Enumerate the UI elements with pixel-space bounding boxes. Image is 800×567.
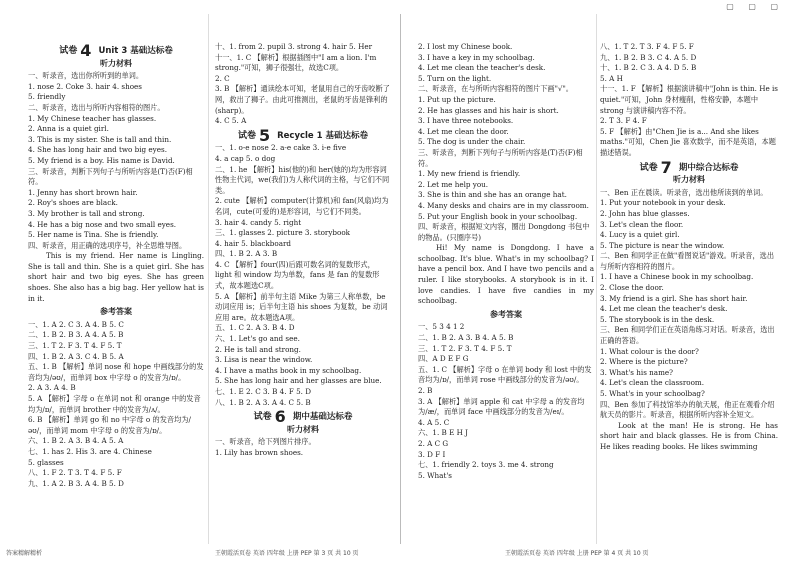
text-line: 5. She has long hair and her glasses are blue. xyxy=(215,376,382,386)
listening-text xyxy=(28,71,204,251)
text-line: 九、1. B 2. B 3. C 4. A 5. D xyxy=(600,52,697,62)
section-title: Unit 3 基础达标卷 xyxy=(98,46,173,56)
subsection-title: 听力材料 xyxy=(287,424,319,434)
text-line: 4. I have a maths book in my schoolbag. xyxy=(215,365,362,375)
text-line: 2. B xyxy=(418,386,433,395)
text-line: 四、A D E F G xyxy=(418,354,469,364)
answer-list xyxy=(28,320,204,490)
text-line: 4. Let's clean the classroom. xyxy=(600,378,705,388)
text-line: 三、Ben 和同学们正在英语角练习对话。听录音，选出正确的答语。 xyxy=(600,325,775,346)
text-line: 二、1. he 【解析】his(他的)和 her(她的)均为形容词性物主代词，we(我们)为人称代词的主格，与它们不同类。 xyxy=(215,164,390,195)
text-line: 2. A C G xyxy=(418,438,449,448)
column-1 xyxy=(28,42,204,489)
text-line: 六、1. Let's go and see. xyxy=(215,334,300,344)
text-line: 3. B 【解析】通读绘本可知，老鼠用自己的牙齿咬断了网，救出了狮子。由此可推测出，老鼠的牙齿是锋利的(sharp)。 xyxy=(215,84,390,115)
text-line: 三、听录音，判断下列句子与所听内容是(T)否(F)相符。 xyxy=(28,166,193,187)
text-line: 4. She has long hair and two big eyes. xyxy=(28,145,167,155)
text-line: 十一、1. C 【解析】根据插图中"I am a lion. I'm strong."可知，狮子很强壮，故选C项。 xyxy=(215,52,377,73)
passage: Look at the man! He is strong. He has short hair and black glasses. He is from China. He likes reading books. He likes swimming xyxy=(600,420,778,451)
section-number: 5 xyxy=(258,125,271,145)
section-label: 试卷 xyxy=(59,46,78,56)
text-line: 2. John has blue glasses. xyxy=(600,208,690,218)
text-line: 3. My brother is tall and strong. xyxy=(28,208,145,218)
text-line: 2. cute 【解析】computer(计算机)和 fan(风扇)均为名词，cute(可爱的)是形容词，与它们不同类。 xyxy=(215,196,389,216)
text-line: 1. Lily has brown shoes. xyxy=(215,447,304,457)
text-line: 4. Let me clean the door. xyxy=(418,126,509,136)
text-line: 1. Put up the picture. xyxy=(418,94,496,104)
text-line: 3. I have a key in my schoolbag. xyxy=(418,52,535,62)
column-2 xyxy=(215,42,391,459)
listening-text xyxy=(215,437,391,458)
answer-list xyxy=(418,322,594,481)
text-line: 一、1. o-e nose 2. a-e cake 3. i-e five xyxy=(215,143,347,153)
text-line: 三、听录音，判断下列句子与所听内容是(T)否(F)相符。 xyxy=(418,147,583,168)
text-line: 4. Many desks and chairs are in my classroom. xyxy=(418,200,589,210)
text-line: 2. Roy's shoes are black. xyxy=(28,198,118,208)
text-line: 四、听录音，根据短文内容，圈出 Dongdong 书包中的物品。(只圈序号) xyxy=(418,222,590,242)
section-number: 7 xyxy=(660,157,672,177)
page-fold xyxy=(400,14,401,544)
text-line: 四、1. B 2. A 3. C 4. B 5. A xyxy=(28,351,124,361)
column-3 xyxy=(418,42,594,481)
text-line: 七、1. E 2. C 3. B 4. F 5. D xyxy=(215,387,312,396)
text-line: 3. Lisa is near the window. xyxy=(215,355,313,365)
text-line: 七、1. has 2. His 3. are 4. Chinese xyxy=(28,446,152,456)
text-line: 三、1. T 2. F 3. T 4. F 5. T xyxy=(28,341,122,351)
passage: Hi! My name is Dongdong. I have a schoolbag. It's blue. What's in my schoolbag? I have a pencil box. And I have two pencils and a ruler. I like storybooks. A storybook is in it. I love candies. I have five candies in my schoolbag. xyxy=(418,243,594,306)
text-line: 5. Put your English book in your schoolbag. xyxy=(418,211,578,221)
section-header-7 xyxy=(600,157,778,177)
text-line: 3. She is thin and she has an orange hat. xyxy=(418,190,567,200)
section-number: 4 xyxy=(80,41,92,60)
section-number: 6 xyxy=(274,407,286,427)
text-line: 3. This is my sister. She is tall and thin. xyxy=(28,134,172,144)
text-line: 五、1. C 【解析】字母 o 在单词 body 和 lost 中的发音均为/ɒ/，而单词 rose 中画线部分的发音为/əʊ/。 xyxy=(418,364,592,385)
text-line: 二、听录音，在与所听内容相符的图片下画"√"。 xyxy=(418,84,573,94)
text-line: 三、1. glasses 2. picture 3. storybook xyxy=(215,228,351,238)
column-4 xyxy=(600,42,778,453)
text-line: 一、1. A 2. C 3. A 4. B 5. C xyxy=(28,319,124,329)
text-line: 3. Let's clean the floor. xyxy=(600,219,684,229)
text-line: 一、听录音，选出你所听到的单词。 xyxy=(28,71,144,81)
text-line: 5. A 【解析】字母 o 在单词 not 和 orange 中的发音均为/ɒ/，而单词 brother 中的发音为/ʌ/。 xyxy=(28,394,201,414)
section-label: 试卷 xyxy=(237,130,256,141)
listening-text xyxy=(600,188,778,421)
text-line: 2. He is tall and strong. xyxy=(215,344,301,354)
text-line: 5. What's in your schoolbag? xyxy=(600,389,705,398)
text-line: 5. Her name is Tina. She is friendly. xyxy=(28,230,159,240)
answer-heading: 参考答案 xyxy=(490,309,522,319)
section-header-4 xyxy=(28,41,204,60)
section-title: Recycle 1 基础达标卷 xyxy=(277,130,369,141)
text-line: 4. hair 5. blackboard xyxy=(215,238,292,248)
text-line: 4. Lucy is a quiet girl. xyxy=(600,230,680,240)
text-line: 三、1. T 2. F 3. T 4. F 5. T xyxy=(418,343,512,353)
text-line: 二、Ben 和同学正在做"看图说话"游戏。听录音，选出与所听内容相符的图片。 xyxy=(600,251,775,271)
text-line: 1. Jenny has short brown hair. xyxy=(28,187,138,197)
text-line: 2. A 3. A 4. B xyxy=(28,383,76,393)
section-header-5 xyxy=(215,125,391,145)
text-line: 5. The storybook is in the desk. xyxy=(600,314,715,324)
top-bar xyxy=(0,0,800,14)
text-line: 5. friendly xyxy=(28,92,66,102)
answer-heading: 参考答案 xyxy=(100,307,132,317)
text-line: 八、1. T 2. T 3. F 4. F 5. F xyxy=(600,42,694,51)
text-line: 一、5 3 4 1 2 xyxy=(418,322,465,332)
text-line: 3. D F I xyxy=(418,449,446,459)
text-line: 1. nose 2. Coke 3. hair 4. shoes xyxy=(28,81,142,91)
text-line: 2. C xyxy=(215,73,230,83)
answer-list xyxy=(215,143,391,408)
column-divider xyxy=(596,14,597,544)
text-line: 5. Turn on the light. xyxy=(418,73,492,83)
text-line: 4. Let me clean the teacher's desk. xyxy=(600,304,728,314)
text-line: 4. He has a big nose and two small eyes. xyxy=(28,219,177,229)
text-line: 5. The picture is near the window. xyxy=(600,240,725,250)
text-line: 2. I lost my Chinese book. xyxy=(418,42,513,51)
text-line: 3. hair 4. candy 5. right xyxy=(215,217,302,227)
section-title: 期中基础达标卷 xyxy=(292,412,353,423)
text-line: 5. A 【解析】前半句主语 Mike 为第三人称单数，be 动词应用 is；后半句主语 his shoes 为复数，be 动词应用 are。故本题选A项。 xyxy=(215,291,388,322)
page-marks: ▢ ▢ ▢ xyxy=(726,2,784,11)
text-line: 七、1. friendly 2. toys 3. me 4. strong xyxy=(418,460,554,470)
text-line: 六、1. B 2. A 3. B 4. A 5. A xyxy=(28,436,124,446)
text-line: 四、Ben 参加了科技馆举办的航天展，他正在观看介绍航天员的影片。听录音，根据所听内容补全短文。 xyxy=(600,399,775,420)
section-label: 试卷 xyxy=(253,412,272,423)
text-line: 4. Let me clean the teacher's desk. xyxy=(418,63,546,73)
text-line: 5. My friend is a boy. His name is David. xyxy=(28,155,175,165)
text-line: 4. a cap 5. o dog xyxy=(215,153,276,163)
text-line: 2. Let me help you. xyxy=(418,179,489,189)
text-line: 1. My new friend is friendly. xyxy=(418,169,521,179)
text-line: 5. A H xyxy=(600,73,623,83)
text-line: 5. F 【解析】由"Chen Jie is a... And she likes maths."可知，Chen Jie 喜欢数学，而不是英语，本题描述错误。 xyxy=(600,126,776,157)
text-line: 4. C 【解析】four(四)后跟可数名词的复数形式，light 和 window 均为单数，fans 是 fan 的复数形式，故本题选C项。 xyxy=(215,259,380,291)
column-divider xyxy=(208,14,209,544)
text-line: 十、1. B 2. C 3. A 4. D 5. B xyxy=(600,63,697,73)
text-line: 二、1. B 2. B 3. A 4. A 5. B xyxy=(28,330,124,340)
text-line: 3. I have three notebooks. xyxy=(418,116,514,126)
text-line: 五、1. C 2. A 3. B 4. D xyxy=(215,323,295,333)
listening-text xyxy=(418,42,594,243)
section-title: 期中综合达标卷 xyxy=(678,162,739,173)
text-line: 二、1. B 2. A 3. B 4. A 5. B xyxy=(418,333,514,343)
text-line: 3. My friend is a girl. She has short hair. xyxy=(600,293,748,303)
text-line: 6. B 【解析】单词 go 和 no 中字母 o 的发音均为/əʊ/，而单词 mom 中字母 o 的发音为/ɒ/。 xyxy=(28,415,191,435)
text-line: 九、1. A 2. B 3. A 4. B 5. D xyxy=(28,478,124,488)
text-line: 五、1. B 【解析】单词 nose 和 hope 中画线部分的发音均为/əʊ/，而单词 box 中字母 o 的发音为/ɒ/。 xyxy=(28,362,204,382)
text-line: 3. What's his name? xyxy=(600,367,674,377)
text-line: 八、1. F 2. T 3. T 4. F 5. F xyxy=(28,468,122,478)
text-line: 2. Close the door. xyxy=(600,283,664,293)
text-line: 八、1. B 2. A 3. A 4. C 5. B xyxy=(215,397,311,407)
text-line: 4. A 5. C xyxy=(418,417,450,427)
answer-list xyxy=(600,42,778,159)
text-line: 2. T 3. F 4. F xyxy=(600,116,647,126)
text-line: 一、听录音，给下列图片排序。 xyxy=(215,437,316,447)
passage: This is my friend. Her name is Lingling. She is tall and thin. She is a quiet girl. She has short hair and two big eyes. She has green shoes. She also has a big bag. Her yellow hat is in it. xyxy=(28,251,204,303)
text-line: 5. glasses xyxy=(28,457,64,467)
text-line: 四、1. B 2. A 3. B xyxy=(215,249,278,259)
text-line: 六、1. B E H J xyxy=(418,428,469,438)
section-header-6 xyxy=(215,407,391,427)
text-line: 十一、1. F 【解析】根据演讲稿中"John is thin. He is quiet."可知，John 身材瘦削，性格安静，本题中 strong 与演讲稿内容不符。 xyxy=(600,84,778,115)
text-line: 5. The dog is under the chair. xyxy=(418,137,526,147)
subsection-title: 听力材料 xyxy=(673,175,705,185)
text-line: 3. A 【解析】单词 apple 和 cat 中字母 a 的发音均为/æ/，而单词 face 中画线部分的发音为/eɪ/。 xyxy=(418,396,585,417)
text-line: 4. C 5. A xyxy=(215,116,247,126)
subsection-title: 听力材料 xyxy=(100,58,132,68)
text-line: 2. He has glasses and his hair is short. xyxy=(418,105,559,115)
section-label: 试卷 xyxy=(639,162,658,173)
text-line: 2. Where is the picture? xyxy=(600,357,688,367)
text-line: 2. Anna is a quiet girl. xyxy=(28,124,109,134)
footer-left: 答案精解精析 xyxy=(6,550,43,557)
answer-list xyxy=(215,42,391,127)
text-line: 1. What colour is the door? xyxy=(600,346,699,356)
text-line: 十、1. from 2. pupil 3. strong 4. hair 5. Her xyxy=(215,42,373,51)
text-line: 二、听录音，选出与所听内容相符的图片。 xyxy=(28,102,165,112)
text-line: 1. My Chinese teacher has glasses. xyxy=(28,113,157,123)
text-line: 一、Ben 正在晨读。听录音，选出他所读到的单词。 xyxy=(600,187,768,197)
text-line: 5. What's xyxy=(418,470,452,480)
text-line: 四、听录音，用正确的选项序号，补全思维导图。 xyxy=(28,240,187,250)
text-line: 1. I have a Chinese book in my schoolbag. xyxy=(600,272,754,282)
footer-page-3: 王朝霞活页卷 英语 四年级 上册 PEP 第 3 页 共 10 页 xyxy=(215,550,359,557)
footer-page-4: 王朝霞活页卷 英语 四年级 上册 PEP 第 4 页 共 10 页 xyxy=(505,550,649,557)
text-line: 1. Put your notebook in your desk. xyxy=(600,198,726,208)
